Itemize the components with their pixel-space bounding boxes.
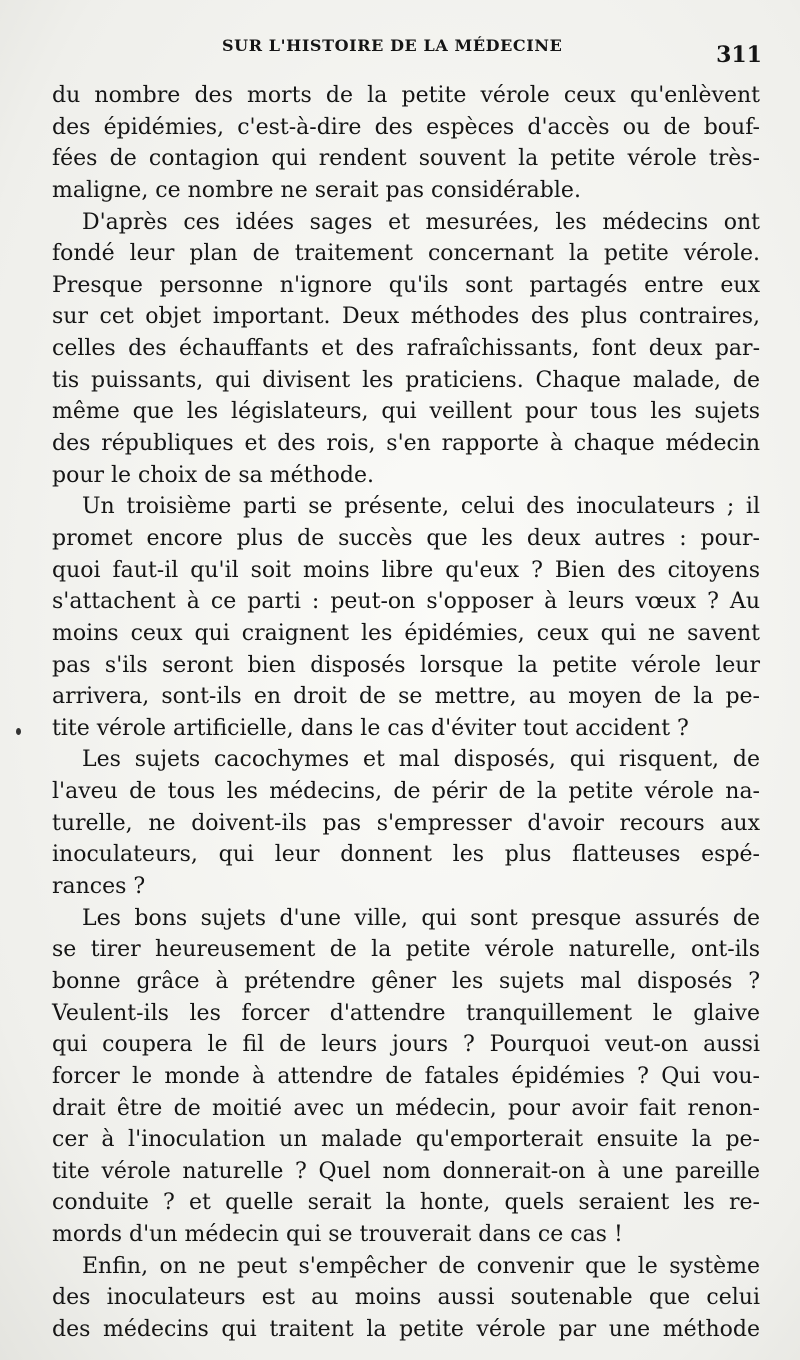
- text-line: bonne grâce à prétendre gêner les sujets mal disposés ?: [52, 968, 760, 994]
- text-line: tite vérole artificielle, dans le cas d'éviter tout accident ?: [52, 715, 689, 741]
- text-line: Presque personne n'ignore qu'ils sont partagés entre eux: [52, 272, 760, 298]
- text-line: pas s'ils seront bien disposés lorsque la petite vérole leur: [52, 652, 760, 678]
- text-line: des médecins qui traitent la petite vérole par une méthode: [52, 1316, 760, 1342]
- text-line: même que les législateurs, qui veillent pour tous les sujets: [52, 399, 760, 425]
- running-title: SUR L'HISTOIRE DE LA MÉDECINE: [222, 36, 563, 55]
- text-line: D'après ces idées sages et mesurées, les médecins ont: [82, 209, 760, 235]
- text-line: Veulent-ils les forcer d'attendre tranquillement le glaive: [52, 1000, 760, 1026]
- text-line: s'attachent à ce parti : peut-on s'opposer à leurs vœux ? Au: [52, 589, 760, 615]
- text-line: l'aveu de tous les médecins, de périr de la petite vérole na-: [52, 779, 760, 805]
- text-line: conduite ? et quelle serait la honte, quels seraient les re-: [52, 1190, 760, 1216]
- text-line: cer à l'inoculation un malade qu'emporterait ensuite la pe-: [52, 1127, 760, 1153]
- body-text: [52, 80, 760, 1346]
- text-line: forcer le monde à attendre de fatales épidémies ? Qui vou-: [52, 1063, 760, 1089]
- text-line: tis puissants, qui divisent les praticiens. Chaque malade, de: [52, 367, 760, 393]
- text-line: inoculateurs, qui leur donnent les plus flatteuses espé-: [52, 842, 760, 868]
- text-line: mords d'un médecin qui se trouverait dans ce cas !: [52, 1222, 623, 1248]
- text-line: maligne, ce nombre ne serait pas considérable.: [52, 177, 581, 203]
- text-line: celles des échauffants et des rafraîchissants, font deux par-: [52, 336, 760, 362]
- text-line: rances ?: [52, 874, 146, 900]
- text-line: qui coupera le fil de leurs jours ? Pourquoi veut-on aussi: [52, 1032, 760, 1058]
- text-line: des inoculateurs est au moins aussi soutenable que celui: [52, 1285, 760, 1311]
- text-line: des républiques et des rois, s'en rapporte à chaque médecin: [52, 431, 760, 457]
- text-line: Enfin, on ne peut s'empêcher de convenir que le système: [82, 1253, 760, 1279]
- page-number: 311: [716, 42, 762, 68]
- margin-ink-spot: [16, 728, 21, 735]
- text-line: fées de contagion qui rendent souvent la petite vérole très-: [52, 146, 760, 172]
- text-line: des épidémies, c'est-à-dire des espèces d'accès ou de bouf-: [52, 114, 760, 140]
- text-line: fondé leur plan de traitement concernant la petite vérole.: [52, 241, 760, 267]
- text-line: Les bons sujets d'une ville, qui sont presque assurés de: [82, 905, 760, 931]
- text-line: drait être de moitié avec un médecin, pour avoir fait renon-: [52, 1095, 760, 1121]
- text-line: quoi faut-il qu'il soit moins libre qu'eux ? Bien des citoyens: [52, 557, 760, 583]
- text-line: du nombre des morts de la petite vérole ceux qu'enlèvent: [52, 83, 760, 108]
- text-line: Un troisième parti se présente, celui des inoculateurs ; il: [82, 494, 760, 520]
- text-line: moins ceux qui craignent les épidémies, ceux qui ne savent: [52, 620, 760, 646]
- text-line: turelle, ne doivent-ils pas s'empresser d'avoir recours aux: [52, 810, 760, 836]
- text-line: arrivera, sont-ils en droit de se mettre, au moyen de la pe-: [52, 684, 760, 710]
- text-line: Les sujets cacochymes et mal disposés, qui risquent, de: [82, 747, 760, 773]
- text-line: promet encore plus de succès que les deux autres : pour-: [52, 525, 760, 551]
- text-line: tite vérole naturelle ? Quel nom donnerait-on à une pareille: [52, 1158, 760, 1184]
- text-line: se tirer heureusement de la petite vérole naturelle, ont-ils: [52, 937, 760, 963]
- text-line: pour le choix de sa méthode.: [52, 462, 374, 488]
- text-line: sur cet objet important. Deux méthodes des plus contraires,: [52, 304, 760, 330]
